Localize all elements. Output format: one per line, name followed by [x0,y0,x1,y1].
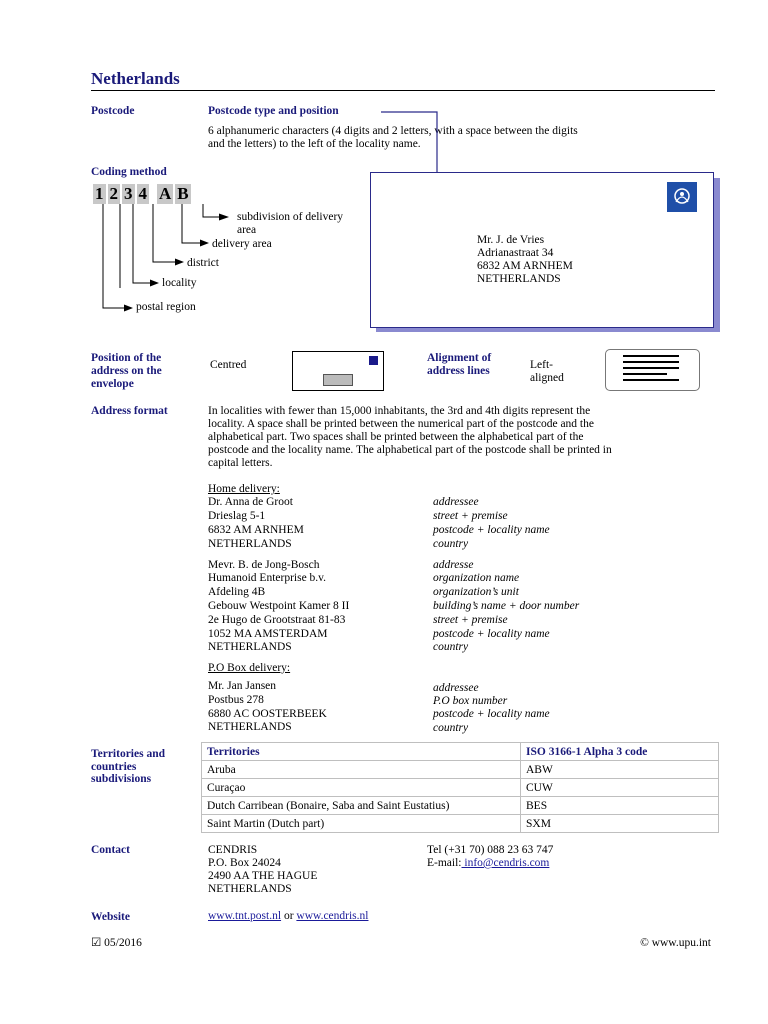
example-desc: country [433,641,469,653]
territory-code: CUW [521,779,719,797]
example-line: Gebouw Westpoint Kamer 8 II [208,600,350,612]
example-line: Mr. Jan Jansen [208,680,277,692]
position-label-3: envelope [91,378,134,390]
website-separator: or [281,910,297,922]
website-link-tnt[interactable]: www.tnt.post.nl [208,910,282,922]
territory-code: ABW [521,761,719,779]
table-row [202,779,719,797]
legend-postal-region: postal region [136,301,196,313]
coding-method-label: Coding method [91,166,167,178]
territory-name: Saint Martin (Dutch part) [202,815,521,833]
postcode-desc-2: and the letters) to the left of the locality name. [208,138,421,150]
example-line: Dr. Anna de Groot [208,496,293,508]
territory-name: Aruba [202,761,521,779]
coding-char: 1 [95,184,104,203]
coding-char: A [159,184,172,203]
address-format-label: Address format [91,405,168,417]
address-format-para-line: locality. A space shall be printed between the numerical part of the postcode and the [208,418,594,430]
example-line: Mevr. B. de Jong-Bosch [208,559,320,571]
alignment-label-2: address lines [427,365,490,377]
territories-label-1: Territories and [91,748,165,760]
territory-code: SXM [521,815,719,833]
example-desc: country [433,722,469,734]
example-desc: addressee [433,682,479,694]
example-desc: country [433,538,469,550]
envelope-address-line: 6832 AM ARNHEM [477,260,573,272]
example-line: 1052 MA AMSTERDAM [208,628,328,640]
position-value: Centred [210,359,247,371]
contact-line: 2490 AA THE HAGUE [208,870,318,882]
address-format-para-line: postcode and the locality name. The alphabetical part of the postcode shall be printed in [208,444,612,456]
website-row [208,910,368,923]
example-desc: building’s name + door number [433,600,580,612]
upu-stamp-icon [667,182,697,212]
example-line: Humanoid Enterprise b.v. [208,572,327,584]
territories-label-3: subdivisions [91,773,152,785]
example-line: 6832 AM ARNHEM [208,524,304,536]
contact-line: NETHERLANDS [208,883,292,895]
page-title: Netherlands [91,69,180,88]
legend-subdivision-2: area [237,224,257,236]
example-desc: P.O box number [433,695,508,707]
alignment-value-2: aligned [530,372,564,384]
example-line: 2e Hugo de Grootstraat 81-83 [208,614,346,626]
example-desc: organization’s unit [433,586,519,598]
example-desc: postcode + locality name [433,524,550,536]
coding-char: B [177,184,189,203]
table-row [202,797,719,815]
legend-district: district [187,257,219,269]
website-link-cendris[interactable]: www.cendris.nl [296,910,369,922]
table-header-iso-code: ISO 3166-1 Alpha 3 code [521,743,719,761]
contact-line: CENDRIS [208,844,258,856]
legend-delivery-area: delivery area [212,238,272,250]
table-header-territories: Territories [202,743,521,761]
envelope-address-line: NETHERLANDS [477,273,561,285]
stamp-icon [369,356,378,365]
position-label-2: address on the [91,365,162,377]
example-line: Drieslag 5-1 [208,510,266,522]
home-delivery-heading: Home delivery: [208,483,280,495]
example-desc: addresse [433,559,474,571]
footer-date: ☑ 05/2016 [91,937,142,949]
territory-name: Curaçao [202,779,521,797]
territories-label-2: countries [91,761,137,773]
alignment-value-1: Left- [530,359,553,371]
example-line: NETHERLANDS [208,538,292,550]
footer-site: © www.upu.int [640,937,711,949]
example-line: Postbus 278 [208,694,264,706]
example-desc: addressee [433,496,479,508]
envelope-address-line: Adrianastraat 34 [477,247,554,259]
contact-email-row [427,857,549,870]
example-desc: street + premise [433,614,508,626]
example-desc: street + premise [433,510,508,522]
address-block-icon [323,374,353,386]
example-line: NETHERLANDS [208,721,292,733]
table-row [202,815,719,833]
coding-char: 3 [124,184,133,203]
example-line: 6880 AC OOSTERBEEK [208,708,327,720]
contact-line: P.O. Box 24024 [208,857,281,869]
legend-locality: locality [162,277,197,289]
coding-char: 4 [138,184,147,203]
legend-subdivision-1: subdivision of delivery [237,211,344,223]
website-label: Website [91,911,130,923]
example-desc: postcode + locality name [433,708,550,720]
pobox-delivery-heading: P.O Box delivery: [208,662,291,674]
example-line: NETHERLANDS [208,641,292,653]
contact-tel: Tel (+31 70) 088 23 63 747 [427,844,554,856]
example-line: Afdeling 4B [208,586,266,598]
contact-email-link[interactable]: info@cendris.com [461,857,550,869]
example-desc: postcode + locality name [433,628,550,640]
postcode-type-heading: Postcode type and position [208,105,339,117]
alignment-label-1: Alignment of [427,352,492,364]
address-format-para-line: In localities with fewer than 15,000 inhabitants, the 3rd and 4th digits represent the [208,405,591,417]
table-row [202,761,719,779]
example-desc: organization name [433,572,520,584]
table-header-row [202,743,719,761]
territories-table [201,742,719,833]
contact-email-prefix: E-mail: [427,857,462,869]
left-aligned-lines-icon [605,349,700,391]
territory-name: Dutch Carribean (Bonaire, Saba and Saint Eustatius) [202,797,521,815]
contact-label: Contact [91,844,130,856]
coding-char: 2 [109,184,118,203]
position-label-1: Position of the [91,352,162,364]
territory-code: BES [521,797,719,815]
postcode-label: Postcode [91,105,135,117]
envelope-address-line: Mr. J. de Vries [477,234,545,246]
small-envelope-centred [292,351,384,391]
postcode-desc-1: 6 alphanumeric characters (4 digits and 2 letters, with a space between the digits [208,125,578,137]
address-format-para-line: alphabetical part. Two spaces shall be printed between the alphabetical part of the [208,431,584,443]
address-format-para-line: capital letters. [208,457,273,469]
